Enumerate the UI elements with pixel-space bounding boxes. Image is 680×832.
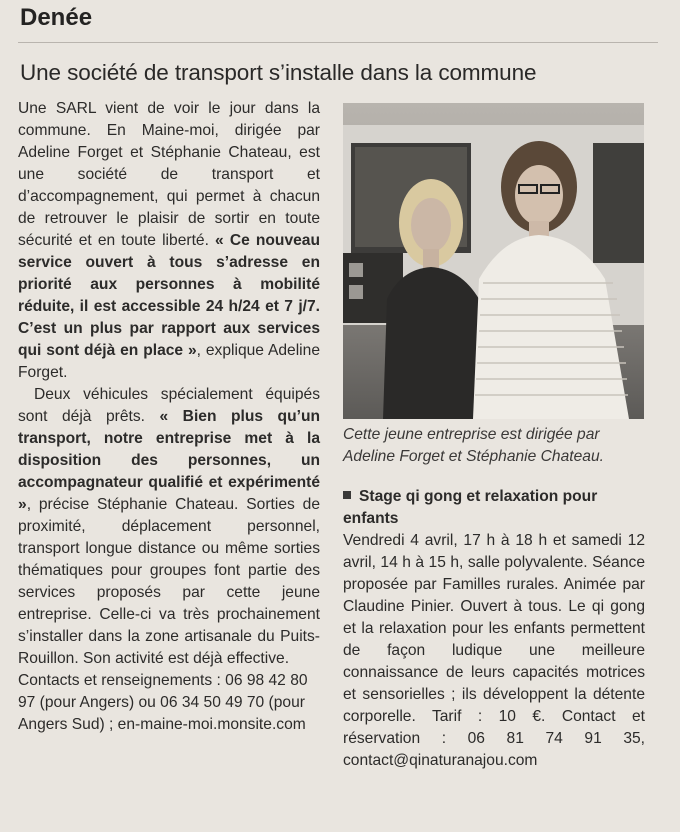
photo-caption: Cette jeune entreprise est dirigée par Adeline Forget et Stéphanie Chateau. <box>343 426 604 465</box>
article-p2-rest: , précise Stéphanie Chateau. Sorties de proximité, déplacement personnel, transport longue distance ou même sorties thématiques pour groupes font partie des services proposés par cette jeune entreprise. Celle-ci va très prochainement s’installer dans la zone artisanale du Puits-Rouillon. Son activité est déjà effective. <box>18 496 320 667</box>
section-heading: Denée <box>20 4 93 31</box>
article-photo <box>343 103 644 419</box>
bullet-square-icon <box>343 491 351 499</box>
event-body: Vendredi 4 avril, 17 h à 18 h et samedi 12 avril, 14 h à 15 h, salle polyvalente. Séance proposée par Familles rurales. Animée par Claudine Pinier. Ouvert à tous. Le qi gong et la relaxation pour les enfants permettent de façon ludique une meilleure connaissance de leurs capacités motrices et sensorielles ; ils développent la détente corporelle. Tarif : 10 €. Contact et réservation : 06 81 74 91 35, contact@qinaturanajou.com <box>343 532 645 769</box>
article-headline: Une société de transport s’installe dans la commune <box>20 60 537 85</box>
photo-image <box>343 103 644 419</box>
article-paragraph-2 <box>18 384 320 670</box>
event-brief <box>343 486 645 772</box>
article-quote-2: « Bien plus qu’un transport, notre entreprise met à la disposition des personnes, un accompagnateur qualifié et expérimenté » <box>18 408 320 513</box>
article-p2-lead: Deux véhicules spécialement équipés sont déjà prêts. <box>18 386 320 425</box>
event-title: Stage qi gong et relaxation pour enfants <box>343 488 598 527</box>
article-quote-1: « Ce nouveau service ouvert à tous s’adresse en priorité aux personnes à mobilité réduite, il est accessible 24 h/24 et 7 j/7. C’est un plus par rapport aux services qui sont déjà en place » <box>18 232 320 359</box>
article-body <box>18 98 320 736</box>
article-contacts-block <box>18 670 320 736</box>
article-intro: Une SARL vient de voir le jour dans la commune. En Maine-moi, dirigée par Adeline Forget et Stéphanie Chateau, est une société de transport et d’accompagnement, qui permet à chacun de retrouver le plaisir de sortir en toute sécurité et en toute liberté. <box>18 100 320 249</box>
section-rule <box>18 42 658 43</box>
article-attribution-1: , explique Adeline Forget. <box>18 342 320 381</box>
event-title-line <box>343 486 645 530</box>
article-paragraph-1 <box>18 98 320 384</box>
article-contacts: Contacts et renseignements : 06 98 42 80 97 (pour Angers) ou 06 34 50 49 70 (pour Angers Sud) ; en-maine-moi.monsite.com <box>18 672 308 733</box>
